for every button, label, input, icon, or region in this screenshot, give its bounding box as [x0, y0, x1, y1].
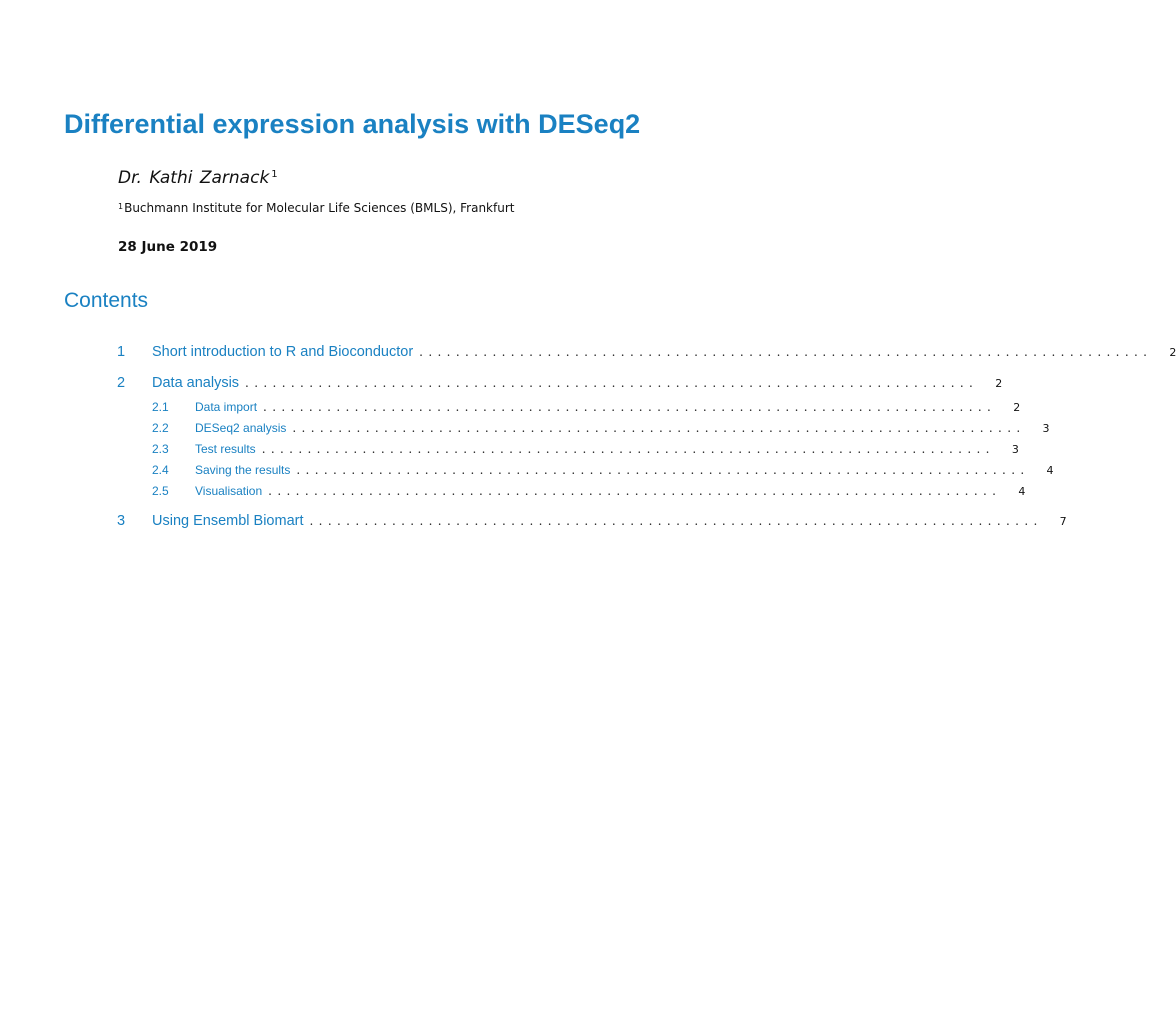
toc-number: 1	[117, 344, 126, 360]
toc-number: 2	[117, 375, 126, 391]
toc-leader-dots: ................................................................................	[296, 463, 1030, 477]
author-affiliation-mark: 1	[271, 169, 278, 180]
author-name: Dr. Kathi Zarnack	[118, 168, 270, 188]
toc-number: 2.1	[152, 400, 169, 414]
toc-link[interactable]: Short introduction to R and Bioconductor	[152, 344, 414, 360]
toc-leader-dots: ................................................................................	[263, 400, 997, 414]
affiliation-mark: 1	[118, 202, 124, 211]
toc-page-number: 4	[1018, 485, 1026, 498]
toc-page-number: 4	[1046, 464, 1054, 477]
toc-leader-dots: ................................................................................	[419, 345, 1153, 359]
toc-link[interactable]: Using Ensembl Biomart	[152, 513, 304, 529]
toc-number: 2.5	[152, 484, 169, 498]
toc-link[interactable]: Data import	[195, 400, 258, 414]
toc-link[interactable]: Test results	[195, 442, 256, 456]
toc-entry-2-3[interactable]	[152, 440, 1019, 459]
toc-entry-1[interactable]	[117, 342, 1176, 363]
toc-page-number: 3	[1042, 422, 1050, 435]
toc-number: 3	[117, 513, 126, 529]
toc-entry-3[interactable]	[117, 511, 1067, 532]
toc-link[interactable]: DESeq2 analysis	[195, 421, 287, 435]
document-date: 28 June 2019	[118, 239, 218, 255]
toc-number: 2.4	[152, 463, 169, 477]
toc-page-number: 2	[1169, 346, 1176, 359]
affiliation-text: Buchmann Institute for Molecular Life Sciences (BMLS), Frankfurt	[124, 201, 515, 215]
toc-page-number: 7	[1059, 515, 1067, 528]
toc-page-number: 2	[1013, 401, 1021, 414]
toc-entry-2-1[interactable]	[152, 398, 1021, 417]
toc-leader-dots: ................................................................................	[309, 514, 1043, 528]
toc-entry-2-2[interactable]	[152, 419, 1050, 438]
toc-page-number: 3	[1011, 443, 1019, 456]
contents-heading: Contents	[64, 289, 149, 312]
document-title: Differential expression analysis with DESeq2	[64, 109, 641, 139]
toc-leader-dots: ................................................................................	[261, 442, 995, 456]
toc-leader-dots: ................................................................................	[292, 421, 1026, 435]
toc-link[interactable]: Data analysis	[152, 375, 240, 391]
toc-entry-2[interactable]	[117, 373, 1003, 394]
toc-page-number: 2	[995, 377, 1003, 390]
toc-leader-dots: ................................................................................	[245, 376, 979, 390]
toc-leader-dots: ................................................................................	[268, 484, 1002, 498]
toc-number: 2.2	[152, 421, 169, 435]
toc-link[interactable]: Saving the results	[195, 463, 291, 477]
toc-entry-2-5[interactable]	[152, 482, 1026, 501]
toc-entry-2-4[interactable]	[152, 461, 1054, 480]
toc-number: 2.3	[152, 442, 169, 456]
toc-link[interactable]: Visualisation	[195, 484, 263, 498]
